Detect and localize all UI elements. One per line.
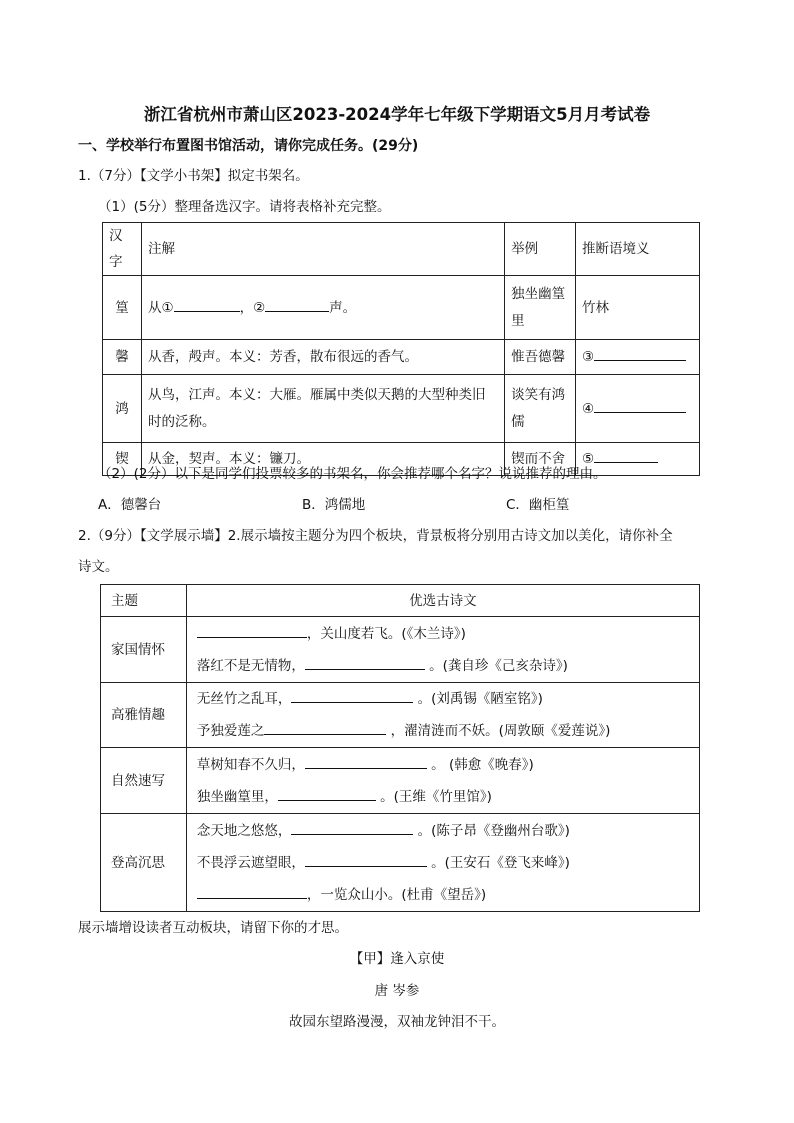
table-row (101, 617, 700, 683)
question-1-sub2: （2）(2分）以下是同学们投票较多的书架名，你会推荐哪个名字？说说推荐的理由。 (98, 466, 607, 482)
page-title: 浙江省杭州市萧山区2023-2024学年七年级下学期语文5月月考试卷 (143, 105, 651, 124)
row-char: 鸿 (103, 375, 142, 443)
poem-line: 不畏浮云遮望眼， (196, 854, 305, 871)
theme-lines (186, 748, 699, 814)
section-heading: 一、学校举行布置图书馆活动，请你完成任务。(29分) (78, 138, 419, 154)
question-2-stem-line1: 2.（9分）【文学展示墙】2.展示墙按主题分为四个板块，背景板将分别用古诗文加以美化，请你补全 (78, 528, 673, 544)
poem-line: 落红不是无情物， (196, 657, 305, 674)
table-row (103, 340, 700, 375)
table-row (103, 375, 700, 443)
theme-name: 登高沉思 (101, 814, 187, 912)
option-b[interactable]: B．鸿儒地 (302, 497, 366, 513)
poem-blank[interactable] (305, 755, 427, 769)
header-theme: 主题 (101, 585, 187, 617)
poem-line: ，一览众山小。(杜甫《望岳》) (306, 886, 487, 903)
option-a[interactable]: A．德馨台 (98, 497, 162, 513)
row-example: 独坐幽篁里 (505, 276, 576, 340)
poem-line: 无丝竹之乱耳， (196, 691, 292, 707)
question-2-stem-line2: 诗文。 (78, 559, 119, 575)
header-char: 汉字 (103, 223, 142, 276)
table-row (101, 814, 700, 912)
character-table (102, 222, 700, 476)
circle-number-4: ④ (582, 400, 595, 417)
poem-blank[interactable] (197, 624, 307, 638)
poem-blank[interactable] (278, 787, 376, 801)
row-char: 锲 (103, 443, 142, 476)
row-char: 馨 (103, 340, 142, 375)
answer-blank-2[interactable] (265, 298, 329, 312)
row-char: 篁 (103, 276, 142, 340)
theme-name: 自然速写 (101, 748, 187, 814)
header-poetry: 优选古诗文 (186, 585, 699, 617)
note-prefix: 从 (147, 299, 162, 316)
answer-blank-3[interactable] (594, 347, 686, 361)
header-meaning: 推断语境义 (576, 223, 700, 276)
theme-lines (186, 617, 699, 683)
row-meaning (576, 375, 700, 443)
poem-blank[interactable] (291, 689, 413, 703)
header-note: 注解 (141, 223, 504, 276)
poem-line: 。(刘禹锡《陋室铭》) (417, 691, 543, 707)
poem-author: 唐 岑参 (374, 983, 420, 999)
poem-blank[interactable] (197, 885, 307, 899)
circle-number-1: ① (161, 299, 174, 316)
poem-blank[interactable] (291, 821, 413, 835)
poetry-table (100, 584, 700, 912)
row-example: 谈笑有鸿儒 (505, 375, 576, 443)
poem-line: ，濯清涟而不妖。(周敦颐《爱莲说》) (390, 723, 611, 739)
table-row (101, 683, 700, 748)
answer-blank-5[interactable] (594, 449, 658, 463)
poem-line: 。(陈子昂《登幽州台歌》) (417, 822, 570, 839)
option-c[interactable]: C．幽柜篁 (506, 497, 570, 513)
poem-line: ，关山度若飞。(《木兰诗》) (306, 625, 466, 642)
note-mid: ， (239, 299, 254, 316)
row-example: 锲而不舍 (505, 443, 576, 476)
poem-line: 。(龚自珍《己亥杂诗》) (429, 657, 568, 674)
poem-line: 独坐幽篁里， (196, 788, 278, 805)
table-header-row (103, 223, 700, 276)
header-example: 举例 (505, 223, 576, 276)
poem-line: 草树知春不久归， (196, 756, 305, 773)
interact-prompt: 展示墙增设读者互动板块，请留下你的才思。 (78, 920, 348, 936)
poem-title: 【甲】逢入京使 (349, 951, 445, 967)
poem-line: 予独爱莲之 (196, 723, 265, 739)
row-meaning (576, 340, 700, 375)
question-1-stem: 1.（7分）【文学小书架】拟定书架名。 (78, 168, 309, 184)
table-header-row (101, 585, 700, 617)
question-1-sub1: （1）(5分）整理备选汉字。请将表格补充完整。 (98, 199, 391, 215)
note-suffix: 声。 (329, 299, 357, 316)
circle-number-5: ⑤ (582, 451, 595, 467)
poem-line: 。(王安石《登飞来峰》) (431, 854, 570, 871)
poem-blank[interactable] (264, 721, 386, 735)
row-note: 从鸟，江声。本义：大雁。雁属中类似天鹅的大型种类旧时的泛称。 (141, 375, 504, 443)
circle-number-3: ③ (582, 349, 595, 365)
theme-name: 家国情怀 (101, 617, 187, 683)
row-note: 从金，契声。本义：镰刀。 (141, 443, 504, 476)
theme-lines (186, 683, 699, 748)
table-row (101, 748, 700, 814)
row-example: 惟吾德馨 (505, 340, 576, 375)
row-meaning: 竹林 (576, 276, 700, 340)
poem-line: 故园东望路漫漫，双袖龙钟泪不干。 (289, 1014, 505, 1030)
poem-blank[interactable] (305, 853, 427, 867)
table-row (103, 276, 700, 340)
theme-lines (186, 814, 699, 912)
row-note: 从香，殸声。本义：芳香，散布很远的香气。 (141, 340, 504, 375)
row-note (141, 276, 504, 340)
poem-line: 念天地之悠悠， (196, 822, 292, 839)
circle-number-2: ② (253, 299, 266, 316)
answer-blank-1[interactable] (174, 298, 240, 312)
answer-blank-4[interactable] (594, 399, 686, 413)
poem-blank[interactable] (305, 656, 425, 670)
theme-name: 高雅情趣 (101, 683, 187, 748)
poem-line: 。(王维《竹里馆》) (380, 788, 492, 805)
poem-line: 。 (韩愈《晚春》) (431, 756, 534, 773)
